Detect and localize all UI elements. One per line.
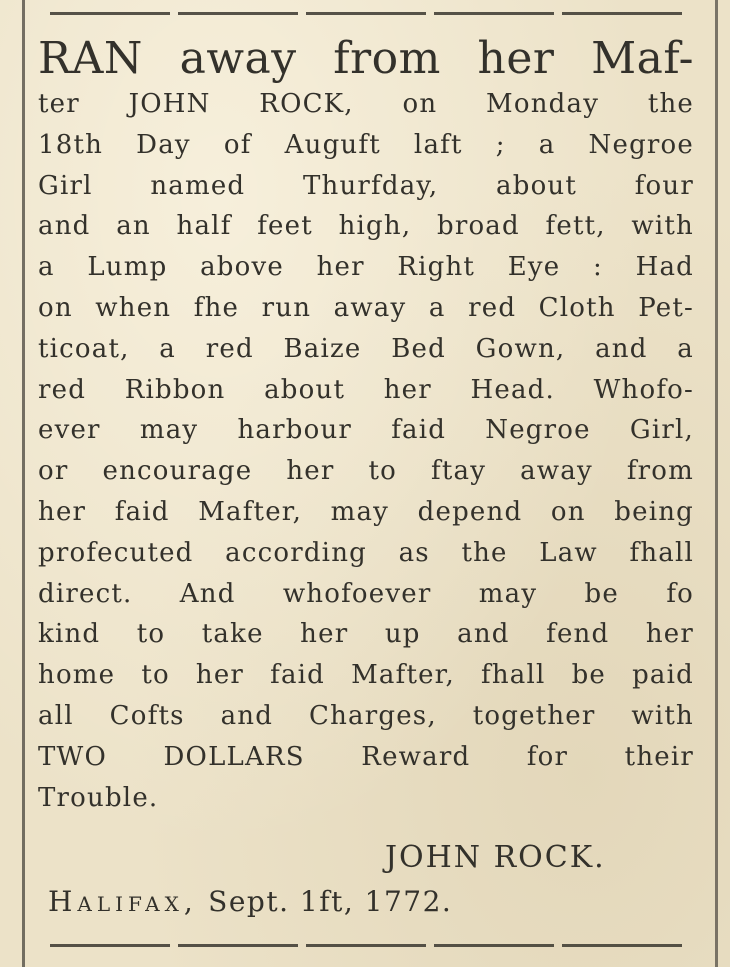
ad-line: profecuted according as the Law fhall (38, 537, 694, 568)
ad-line: a Lump above her Right Eye : Had (38, 252, 694, 283)
ad-line: home to her faid Mafter, fhall be paid (38, 660, 694, 691)
ad-line: her faid Mafter, may depend on being (38, 496, 694, 527)
dateline-date: Sept. 1ft, 1772. (208, 885, 453, 918)
ad-line: all Cofts and Charges, together with (38, 700, 694, 731)
ad-line: Girl named Thurfday, about four (38, 170, 694, 201)
ad-line: RAN away from her Maf- (38, 33, 694, 84)
right-column-rule (715, 0, 718, 967)
dateline-place: Halifax, (48, 885, 198, 918)
advertisement-body (38, 34, 694, 818)
ad-line: on when fhe run away a red Cloth Pet- (38, 292, 694, 323)
bottom-dashed-rule (50, 944, 690, 947)
ad-line: Trouble. (38, 782, 159, 813)
ad-line: ticoat, a red Baize Bed Gown, and a (38, 333, 694, 364)
ad-line: or encourage her to ftay away from (38, 456, 694, 487)
ad-line: TWO DOLLARS Reward for their (38, 741, 694, 772)
top-dashed-rule (50, 12, 690, 15)
ad-line: direct. And whofoever may be fo (38, 578, 694, 609)
ad-line: red Ribbon about her Head. Whofo- (38, 374, 694, 405)
ad-line: and an half feet high, broad fett, with (38, 211, 694, 242)
signature: JOHN ROCK. (385, 840, 606, 875)
ad-line: ter JOHN ROCK, on Monday the (38, 89, 694, 119)
dateline (48, 885, 452, 918)
ad-line: kind to take her up and fend her (38, 619, 694, 650)
left-column-rule (22, 0, 25, 967)
ad-line: 18th Day of Auguft laft ; a Negroe (38, 129, 694, 160)
ad-line: ever may harbour faid Negroe Girl, (38, 415, 694, 446)
